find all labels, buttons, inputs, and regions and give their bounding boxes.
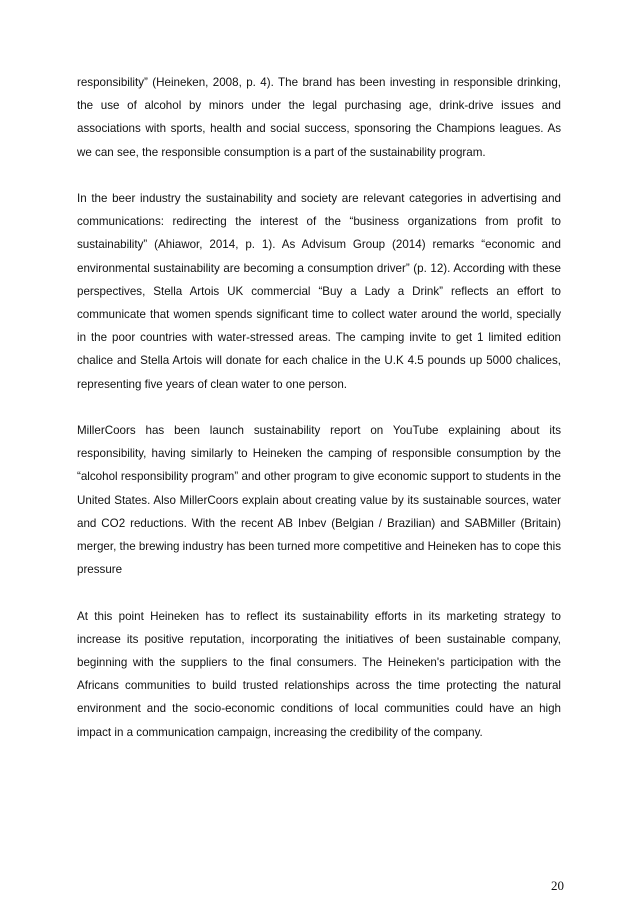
- paragraph-heineken-responsibility: responsibility” (Heineken, 2008, p. 4). The brand has been investing in responsible drinking, the use of alcohol by minors under the legal purchasing age, drink-drive issues and associations with sports, health and social success, sponsoring the Champions leagues. As we can see, the responsible consumption is a part of the sustainability program.: [77, 76, 561, 159]
- page-number: 20: [551, 878, 564, 893]
- paragraph-millercoors: MillerCoors has been launch sustainability report on YouTube explaining about its responsibility, having similarly to Heineken the camping of responsible consumption by the “alcohol responsibility program” and other program to give economic support to students in the United States. Also MillerCoors explain about creating value by its sustainable sources, water and CO2 reductions. With the recent AB Inbev (Belgian / Brazilian) and SABMiller (Britain) merger, the brewing industry has been turned more competitive and Heineken has to cope this pressure: [77, 424, 561, 577]
- paragraph-beer-industry-sustainability: In the beer industry the sustainability and society are relevant categories in advertising and communications: redirecting the interest of the “business organizations from profit to sustainability” (Ahiawor, 2014, p. 1). As Advisum Group (2014) remarks “economic and environmental sustainability are becoming a consumption driver” (p. 12). According with these perspectives, Stella Artois UK commercial “Buy a Lady a Drink” reflects an effort to communicate that women spends significant time to collect water around the world, specially in the poor countries with water-stressed areas. The camping invite to get 1 limited edition chalice and Stella Artois will donate for each chalice in the U.K 4.5 pounds up 5000 chalices, representing five years of clean water to one person.: [77, 192, 561, 391]
- paragraph-heineken-marketing-strategy: At this point Heineken has to reflect its sustainability efforts in its marketing strategy to increase its positive reputation, incorporating the initiatives of been sustainable company, beginning with the suppliers to the final consumers. The Heineken's participation with the Africans communities to build trusted relationships across the time protecting the natural environment and the socio-economic conditions of local communities could have an high impact in a communication campaign, increasing the credibility of the company.: [77, 609, 561, 739]
- body-text: [77, 71, 561, 767]
